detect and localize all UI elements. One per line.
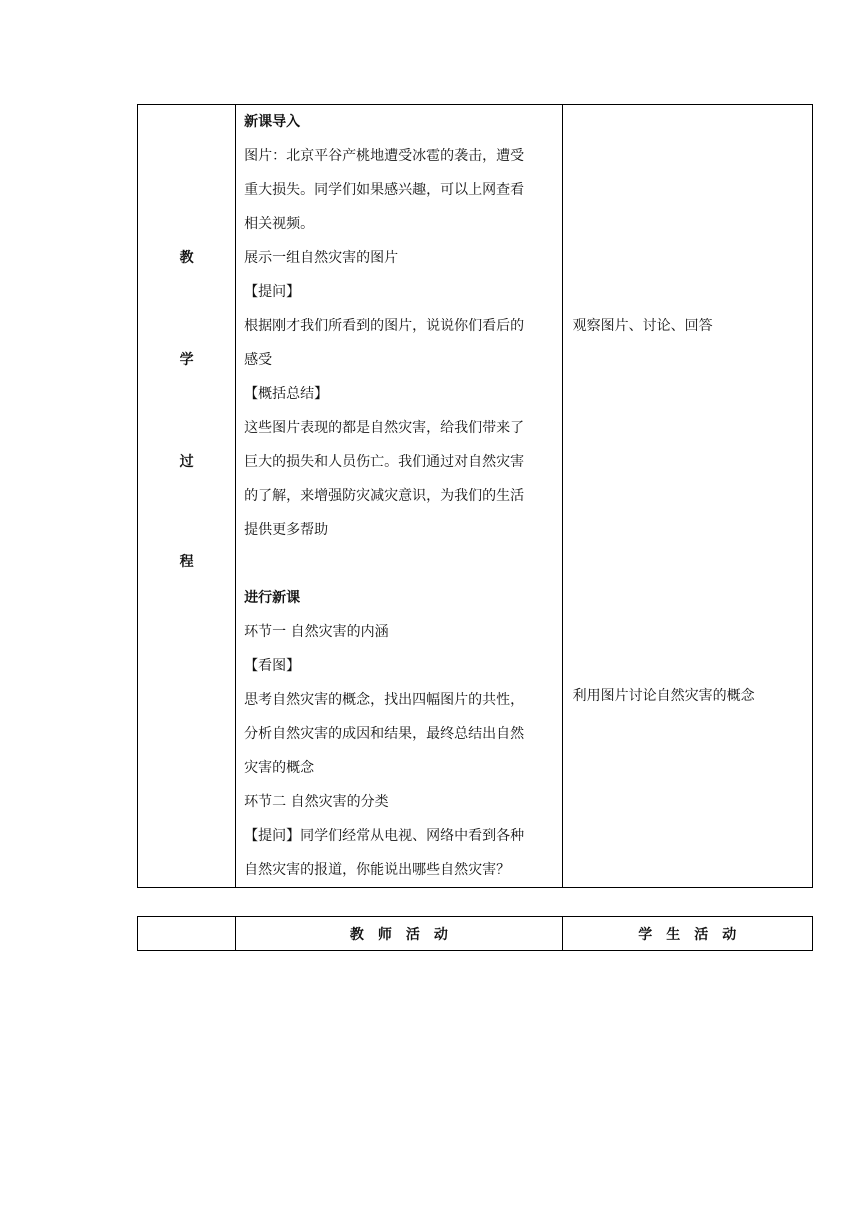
teacher-text-line: 这些图片表现的都是自然灾害，给我们带来了 xyxy=(244,420,525,436)
teacher-text-line: 的了解，来增强防灾减灾意识，为我们的生活 xyxy=(244,488,525,504)
side-label-char: 过 xyxy=(179,454,194,470)
table-row xyxy=(138,917,813,951)
side-label-char: 程 xyxy=(179,554,194,570)
teacher-text-line: 提供更多帮助 xyxy=(244,522,329,538)
teacher-activity-header: 教 师 活 动 xyxy=(236,917,562,951)
teacher-text-line: 新课导入 xyxy=(244,114,301,130)
teacher-text-line: 【看图】 xyxy=(244,658,301,674)
teacher-text-line: 灾害的概念 xyxy=(244,760,315,776)
teacher-text-line: 分析自然灾害的成因和结果，最终总结出自然 xyxy=(244,726,525,742)
student-activity-header: 学 生 活 动 xyxy=(562,917,812,951)
teacher-text-block xyxy=(244,105,555,887)
side-label-char: 教 xyxy=(179,250,194,266)
teacher-text-line: 图片：北京平谷产桃地遭受冰雹的袭击，遭受 xyxy=(244,148,525,164)
side-label-char: 学 xyxy=(179,352,194,368)
teacher-text-line: 【提问】 xyxy=(244,284,301,300)
teacher-text-line: 感受 xyxy=(244,352,273,368)
side-label-cell xyxy=(138,105,236,888)
teacher-text-line xyxy=(244,547,555,581)
teacher-activity-cell xyxy=(236,105,562,888)
teacher-text-line: 【提问】同学们经常从电视、网络中看到各种 xyxy=(244,828,525,844)
student-activity-cell xyxy=(562,105,812,888)
teacher-text-line: 相关视频。 xyxy=(244,216,315,232)
teacher-text-line: 环节一 自然灾害的内涵 xyxy=(244,624,389,640)
lesson-process-table xyxy=(137,104,813,888)
header-blank-cell xyxy=(138,917,236,951)
teacher-text-line: 巨大的损失和人员伤亡。我们通过对自然灾害 xyxy=(244,454,525,470)
table-row xyxy=(138,105,813,888)
teacher-text-line: 环节二 自然灾害的分类 xyxy=(244,794,389,810)
teacher-text-line: 展示一组自然灾害的图片 xyxy=(244,250,399,266)
student-activity-text: 利用图片讨论自然灾害的概念 xyxy=(572,688,755,704)
teacher-text-line: 根据刚才我们所看到的图片，说说你们看后的 xyxy=(244,318,525,334)
teacher-text-line: 进行新课 xyxy=(244,590,301,606)
student-activity-text: 观察图片、讨论、回答 xyxy=(572,318,713,334)
teacher-text-line: 自然灾害的报道，你能说出哪些自然灾害？ xyxy=(244,862,511,878)
teacher-text-line: 思考自然灾害的概念，找出四幅图片的共性， xyxy=(244,692,525,708)
teacher-text-line: 【概括总结】 xyxy=(244,386,329,402)
teacher-text-line: 重大损失。同学们如果感兴趣，可以上网查看 xyxy=(244,182,525,198)
activity-header-table xyxy=(137,916,813,951)
